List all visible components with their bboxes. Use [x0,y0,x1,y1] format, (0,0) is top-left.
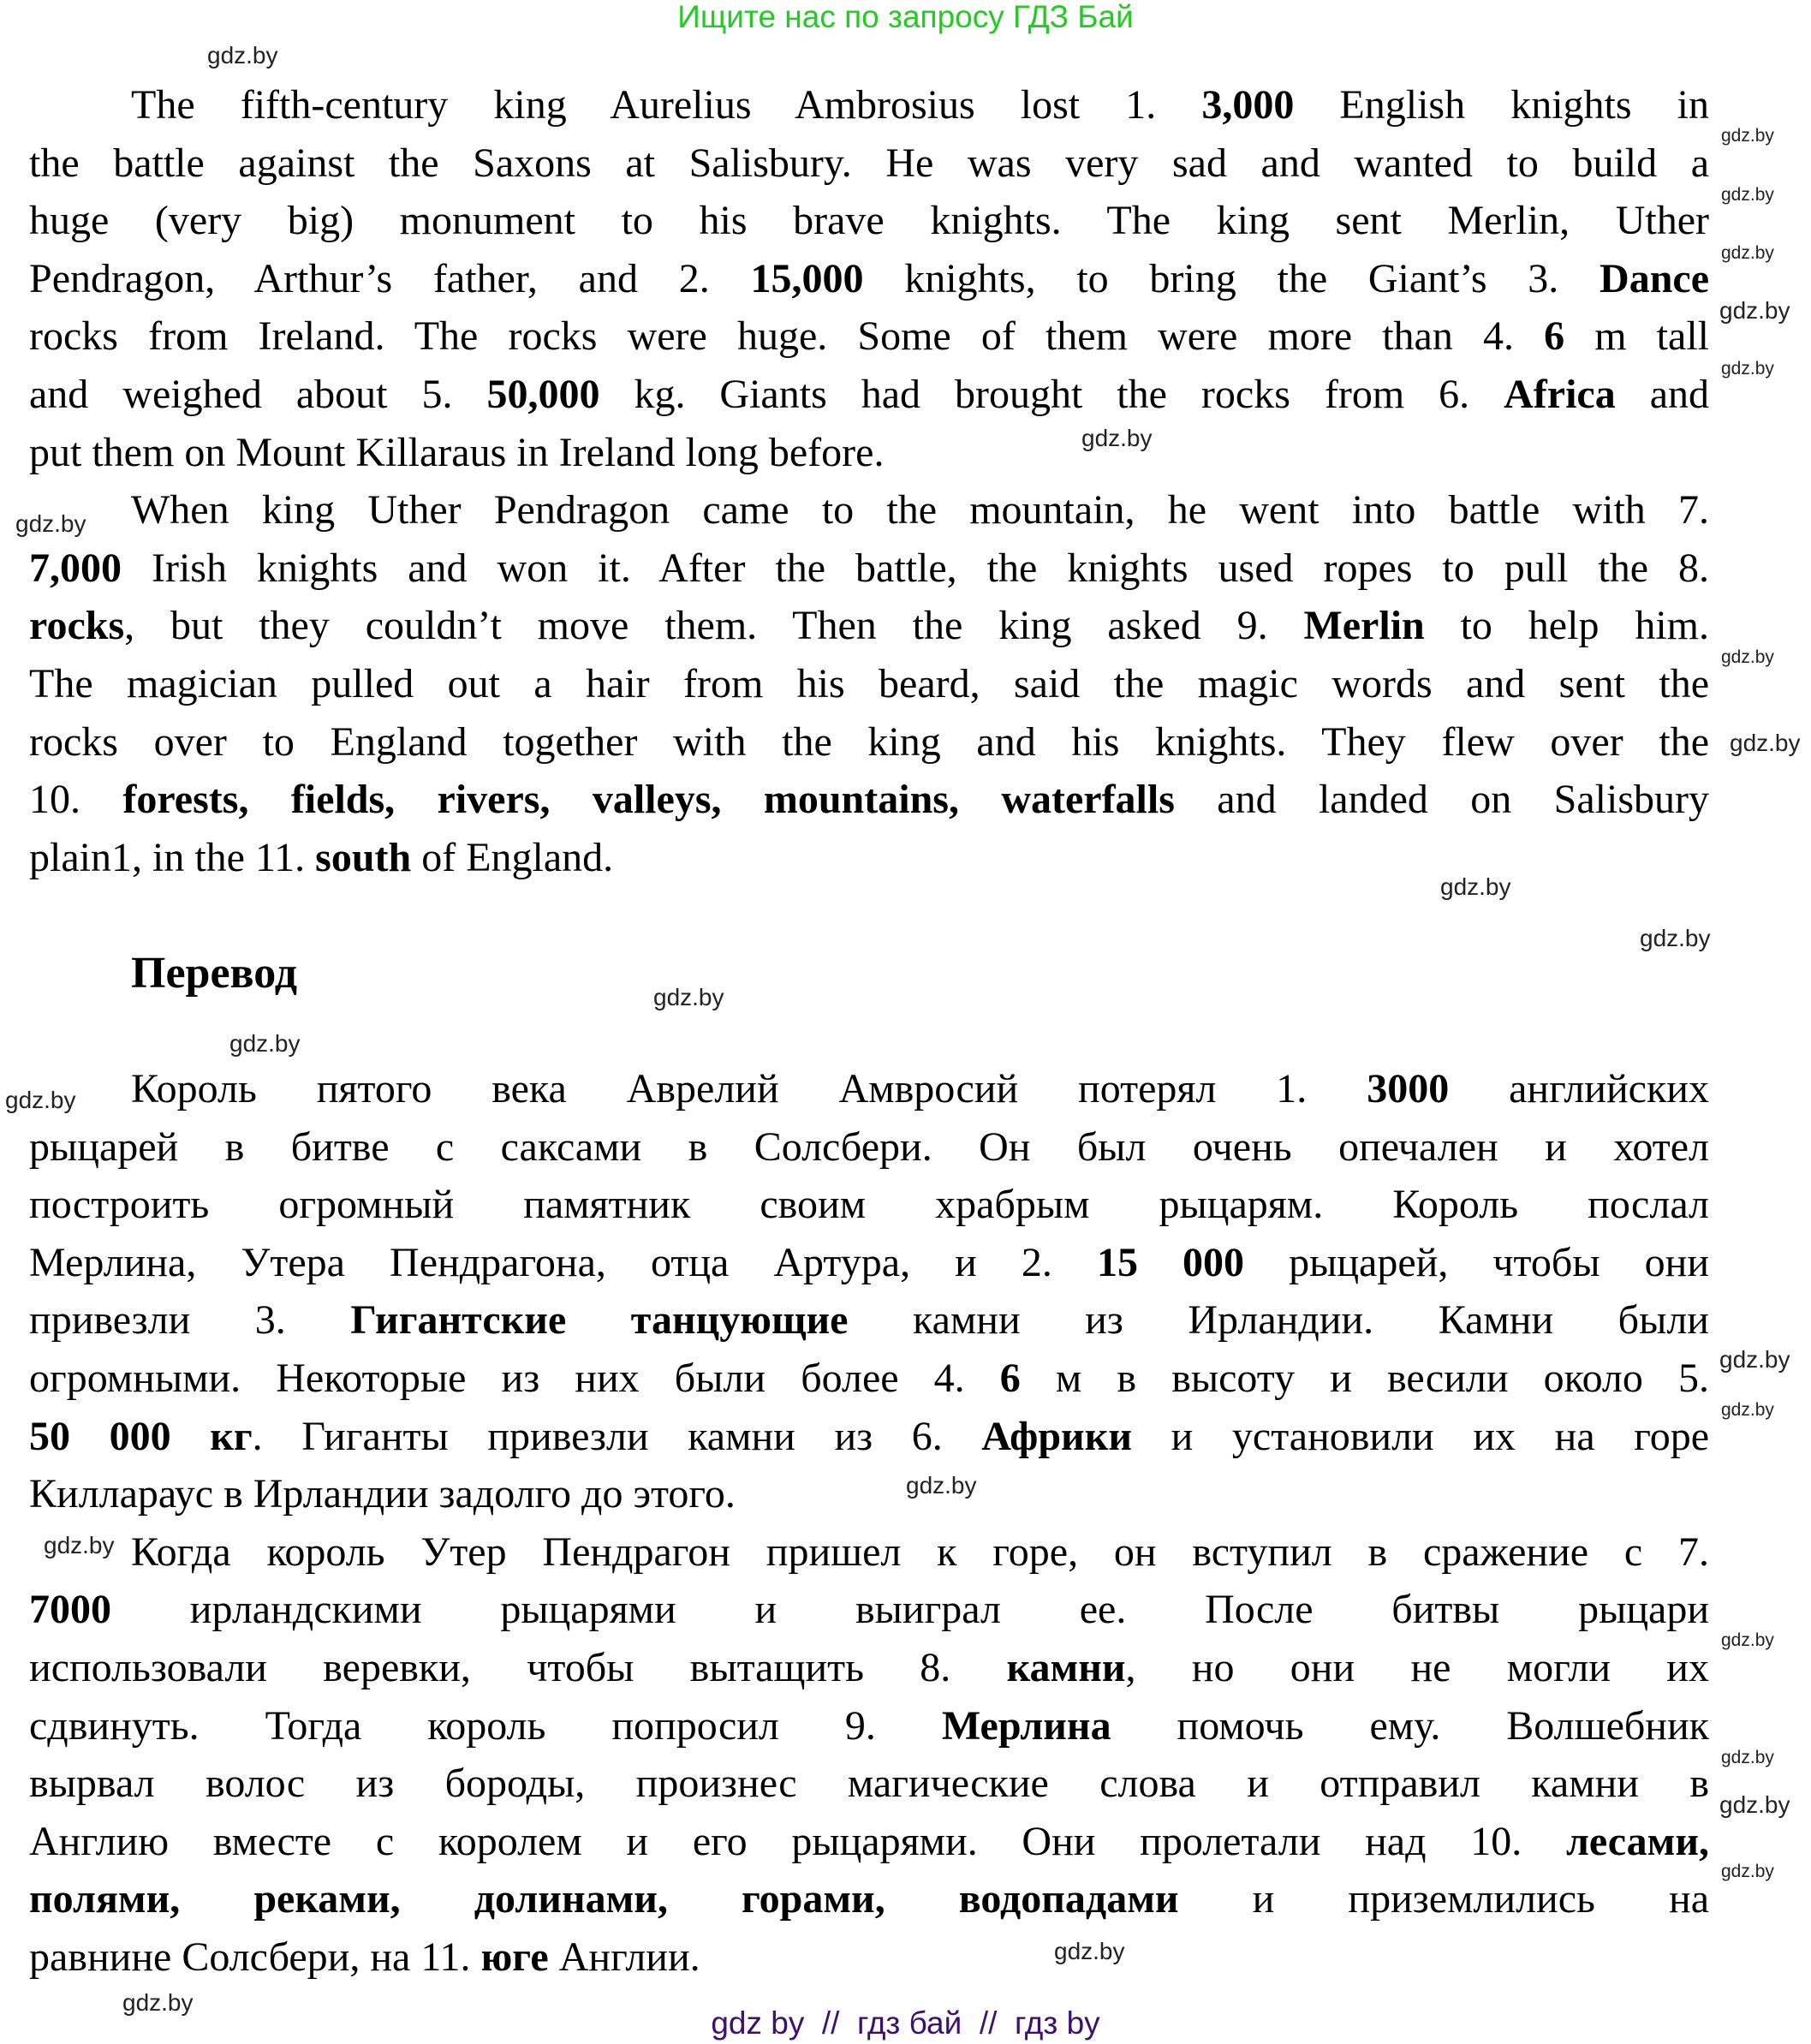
line-content [29,366,1709,424]
watermark: gdz.by [1440,873,1511,900]
header-banner: Ищите нас по запросу ГДЗ Бай [677,0,1134,34]
line-content [29,1755,1709,1813]
text-segment: рыцарей, чтобы они [1244,1239,1710,1285]
text-line [29,366,1709,424]
text-line [29,424,1709,482]
watermark: gdz.by [1721,243,1774,263]
watermark: gdz.by [15,510,86,537]
watermark: gdz.by [1721,185,1774,205]
watermark: gdz.by [229,1030,301,1057]
text-line [29,1234,1709,1292]
line-content [29,539,1709,598]
line-content [29,1870,1709,1928]
line-content [29,1928,1709,1987]
text-segment: построить огромный памятник своим храбрым рыцарям. Король послал [29,1182,1709,1228]
answer-bold: 7000 [29,1587,111,1633]
text-line [29,655,1709,713]
text-segment: m tall [1564,313,1709,360]
answer-bold: камни [1006,1644,1126,1690]
line-content [29,1581,1709,1639]
answer-bold: 50 000 кг [29,1413,253,1459]
text-segment: рыцарей в битве с саксами в Солсбери. Он был очень опечален и хотел [29,1123,1709,1170]
line-content [29,307,1709,366]
text-line [29,134,1709,193]
text-segment: Англии. [548,1934,700,1980]
text-segment: kg. Giants had brought the rocks from 6. [599,371,1504,417]
text-line [29,1928,1709,1987]
line-content [131,481,1709,539]
text-segment: , но они не могли их [1125,1644,1709,1690]
watermark: gdz.by [122,1989,194,2016]
line-content [29,192,1709,250]
text-segment: помочь ему. Волшебник [1111,1702,1710,1749]
watermark: gdz.by [653,984,724,1010]
text-segment: plain1, in the 11. [29,834,316,880]
text-line [29,771,1709,829]
text-segment: Когда король Утер Пендрагон пришел к горе, он вступил в сражение с 7. [131,1529,1709,1575]
watermark: gdz.by [1721,1748,1774,1767]
text-segment: сдвинуть. Тогда король попросил 9. [29,1702,942,1749]
watermark: gdz.by [1721,1862,1774,1881]
line-content [29,1291,1709,1350]
text-segment: камни из Ирландии. Камни были [848,1297,1709,1344]
watermark: gdz.by [44,1532,115,1558]
text-segment: огромными. Некоторые из них были более 4. [29,1355,1000,1401]
watermark: gdz.by [1721,1630,1774,1650]
watermark: gdz.by [1721,359,1774,378]
answer-bold: south [315,834,412,880]
text-line [29,713,1709,772]
text-segment: английских [1449,1066,1709,1111]
watermark: gdz.by [1721,647,1774,667]
text-line [29,1639,1709,1697]
text-segment: вырвал волос из бороды, произнес магические слова и отправил камни в [29,1761,1709,1807]
answer-bold: 6 [1544,313,1565,360]
answer-bold: 6 [999,1355,1021,1401]
answer-bold: Гигантские танцующие [350,1297,849,1344]
text-line [29,1118,1709,1177]
text-segment: of England. [411,834,614,880]
watermark: gdz.by [1054,1938,1125,1964]
text-segment: knights, to bring the Giant’s 3. [863,255,1600,301]
text-line [29,1870,1709,1928]
text-line [29,307,1709,366]
text-segment: Pendragon, Arthur’s father, and 2. [29,255,751,301]
line-content [29,1408,1709,1466]
text-line [29,1465,1709,1523]
line-content [29,1176,1709,1234]
text-segment: 10. [29,777,123,823]
text-segment: равнине Солсбери, на 11. [29,1934,481,1980]
line-content [29,1350,1709,1408]
answer-bold: полями, реками, долинами, горами, водопадами [29,1876,1179,1922]
watermark: gdz.by [1721,126,1774,146]
text-line [29,1755,1709,1813]
answer-bold: Мерлина [941,1702,1111,1749]
answer-bold: 15,000 [750,255,864,301]
line-content [29,597,1709,655]
line-content [131,1060,1709,1118]
text-line [29,250,1709,308]
answer-bold: forests, fields, rivers, valleys, mountains, waterfalls [122,777,1175,823]
answer-bold: rocks [29,603,125,649]
text-segment: rocks over to England together with the king and his knights. They flew over the [29,718,1709,765]
watermark: gdz.by [1719,297,1790,324]
text-segment: привезли 3. [29,1297,351,1344]
line-content [29,713,1709,772]
answer-bold: Africa [1504,371,1616,417]
english-text [29,76,1709,886]
watermark: gdz.by [1719,1346,1790,1373]
text-segment: ирландскими рыцарями и выиграл ее. После битвы рыцари [111,1587,1709,1633]
text-line [29,192,1709,250]
watermark: gdz.by [906,1472,977,1499]
text-segment: to help him. [1424,603,1709,649]
text-segment: и приземлились на [1178,1876,1710,1922]
answer-bold: 3000 [1367,1066,1450,1111]
watermark: gdz.by [1640,925,1711,951]
answer-bold: Африки [981,1413,1133,1459]
watermark: gdz.by [1721,1400,1774,1420]
footer-banner: gdz by // гдз бай // гдз by [711,2005,1100,2041]
text-line [29,1581,1709,1639]
text-segment: and [1615,371,1709,417]
answer-bold: лесами, [1565,1818,1709,1864]
text-segment: м в высоту и весили около 5. [1020,1355,1710,1401]
text-segment: put them on Mount Killaraus in Ireland long before. [29,429,885,475]
text-segment: Король пятого века Аврелий Амвросий потерял 1. [131,1066,1367,1111]
watermark: gdz.by [5,1087,76,1113]
text-line [29,1523,1709,1582]
text-line [29,1060,1709,1118]
text-segment: Англию вместе с королем и его рыцарями. Они пролетали над 10. [29,1818,1566,1864]
watermark: gdz.by [207,42,278,69]
text-segment: and landed on Salisbury [1174,777,1709,823]
text-line [29,76,1709,134]
text-line [29,1291,1709,1350]
text-segment: . Гиганты привезли камни из 6. [252,1413,982,1459]
answer-bold: 15 000 [1096,1239,1245,1285]
line-content [29,250,1709,308]
text-segment: When king Uther Pendragon came to the mountain, he went into battle with 7. [131,487,1709,533]
text-segment: и установили их на горе [1132,1413,1710,1459]
text-segment: Киллараус в Ирландии задолго до этого. [29,1471,736,1517]
text-line [29,1813,1709,1871]
text-segment: использовали веревки, чтобы вытащить 8. [29,1644,1007,1690]
text-line [29,539,1709,598]
text-segment: , but they couldn’t move them. Then the king asked 9. [124,603,1304,649]
text-line [29,1408,1709,1466]
line-content [29,1465,1709,1523]
text-segment: The fifth-century king Aurelius Ambrosius lost 1. [131,82,1202,128]
text-segment: Irish knights and won it. After the battle, the knights used ropes to pull the 8. [122,545,1709,591]
line-content [29,134,1709,193]
text-segment: English knights in [1294,82,1709,128]
translation-heading: Перевод [131,949,298,998]
text-line [29,1176,1709,1234]
text-line [29,1697,1709,1755]
answer-bold: 7,000 [29,545,122,591]
answer-bold: Merlin [1303,603,1425,649]
text-line [29,597,1709,655]
answer-bold: 3,000 [1201,82,1295,128]
text-segment: Мерлина, Утера Пендрагона, отца Артура, и 2. [29,1239,1097,1285]
watermark: gdz.by [1730,730,1801,756]
line-content [131,1523,1709,1582]
text-segment: The magician pulled out a hair from his beard, said the magic words and sent the [29,660,1709,706]
russian-translation [29,1060,1709,1987]
answer-bold: 50,000 [486,371,600,417]
watermark: gdz.by [1081,425,1153,451]
answer-bold: Dance [1600,255,1710,301]
line-content [29,655,1709,713]
answer-bold: юге [480,1934,549,1980]
line-content [29,771,1709,829]
line-content [131,76,1709,134]
line-content [29,1234,1709,1292]
line-content [29,1813,1709,1871]
line-content [29,424,1709,482]
text-segment: the battle against the Saxons at Salisbury. He was very sad and wanted to build a [29,140,1709,186]
line-content [29,1697,1709,1755]
text-segment: huge (very big) monument to his brave knights. The king sent Merlin, Uther [29,198,1709,244]
line-content [29,1639,1709,1697]
text-segment: and weighed about 5. [29,371,487,417]
line-content [29,1118,1709,1177]
text-segment: rocks from Ireland. The rocks were huge. Some of them were more than 4. [29,313,1545,360]
text-line [29,1350,1709,1408]
text-line [29,481,1709,539]
watermark: gdz.by [1719,1791,1790,1818]
